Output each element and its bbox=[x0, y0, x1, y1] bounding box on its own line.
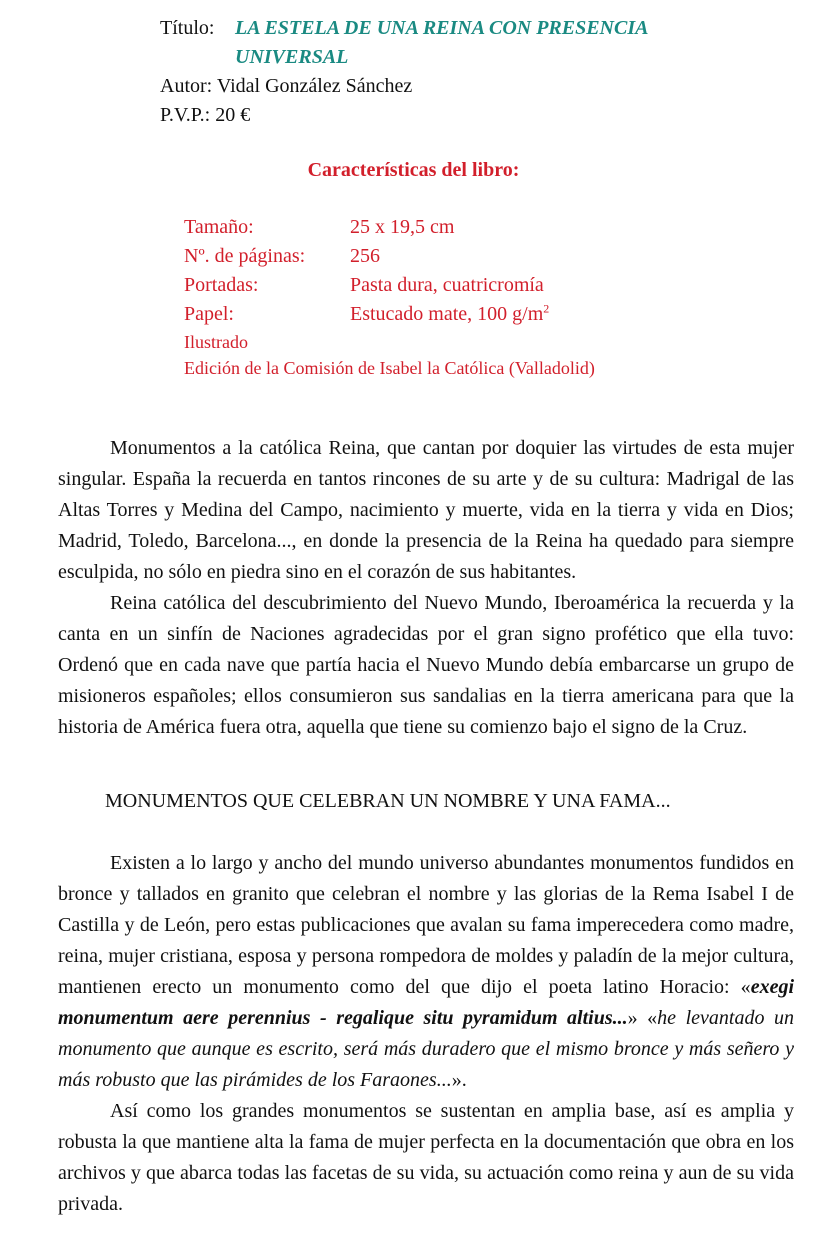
spec-note-edition: Edición de la Comisión de Isabel la Católica (Valladolid) bbox=[184, 358, 595, 378]
book-title-line2: UNIVERSAL bbox=[235, 46, 349, 68]
quote-translation: he levantado un monumento que aunque es escrito, será más duradero que el mismo bronce y más señero y más robusto que las pirámides de los Faraones... bbox=[58, 1007, 794, 1091]
spec-value-paper bbox=[350, 300, 549, 329]
book-title-line1: LA ESTELA DE UNA REINA CON PRESENCIA bbox=[235, 17, 649, 39]
paragraph-3-text-c: ». bbox=[451, 1069, 467, 1091]
body-section-2 bbox=[58, 848, 794, 1220]
paragraph-3-text-a: Existen a lo largo y ancho del mundo universo abundantes monumentos fundidos en bronce y tallados en granito que celebran el nombre y las glorias de la Rema Isabel I de Castilla y de León, pero estas publicaciones que avalan su fama imperecedera como madre, reina, mujer cristiana, esposa y persona rompedora de moldes y paladín de la mejor cultura, mantienen erecto un monumento como del que dijo el poeta latino Horacio: « bbox=[58, 852, 794, 998]
spec-note-illustrated: Ilustrado bbox=[184, 332, 248, 352]
section-heading: MONUMENTOS QUE CELEBRAN UN NOMBRE Y UNA FAMA... bbox=[105, 790, 671, 812]
paragraph-1: Monumentos a la católica Reina, que cantan por doquier las virtudes de esta mujer singular. España la recuerda en tantos rincones de su arte y de su cultura: Madrigal de las Altas Torres y Medina del Campo, nacimiento y muerte, vida en la tierra y vida en Dios; Madrid, Toledo, Barcelona..., en donde la presencia de la Reina ha quedado para siempre esculpida, no sólo en piedra sino en el corazón de sus habitantes. bbox=[58, 437, 794, 583]
spec-label-pages: Nº. de páginas: bbox=[184, 245, 306, 267]
author-line: Autor: Vidal González Sánchez bbox=[160, 75, 413, 97]
title-label: Título: bbox=[160, 17, 215, 39]
paper-value-exponent: 2 bbox=[543, 301, 550, 316]
paragraph-3-text-b: » « bbox=[627, 1007, 658, 1029]
spec-label-paper: Papel: bbox=[184, 303, 234, 325]
body-section-1 bbox=[58, 433, 794, 743]
paragraph-4: Así como los grandes monumentos se sustentan en amplia base, así es amplia y robusta la que mantiene alta la fama de mujer perfecta en la documentación que obra en los archivos y que abarca todas las facetas de su vida, su actuación como reina y aun de su vida privada. bbox=[58, 1100, 794, 1215]
specs-heading: Características del libro: bbox=[307, 159, 520, 181]
paper-value-text: Estucado mate, 100 g/m bbox=[350, 303, 544, 325]
spec-label-covers: Portadas: bbox=[184, 274, 259, 296]
latin-quote: exegi monumentum aere perennius - regalique situ pyramidum altius... bbox=[58, 976, 794, 1029]
paragraph-2: Reina católica del descubrimiento del Nuevo Mundo, Iberoamérica la recuerda y la canta en un sinfín de Naciones agradecidas por el gran signo profético que ella tuvo: Ordenó que en cada nave que partía hacia el Nuevo Mundo debía embarcarse un grupo de misioneros españoles; ellos consumieron sus sandalias en la tierra americana para que la historia de América fuera otra, aquella que tiene su comienzo bajo el signo de la Cruz. bbox=[58, 592, 794, 738]
spec-value-covers: Pasta dura, cuatricromía bbox=[350, 274, 544, 296]
spec-value-size: 25 x 19,5 cm bbox=[350, 216, 455, 238]
spec-value-pages: 256 bbox=[350, 245, 380, 267]
price-line: P.V.P.: 20 € bbox=[160, 104, 251, 126]
paragraph-3 bbox=[58, 848, 794, 1096]
spec-label-size: Tamaño: bbox=[184, 216, 254, 238]
